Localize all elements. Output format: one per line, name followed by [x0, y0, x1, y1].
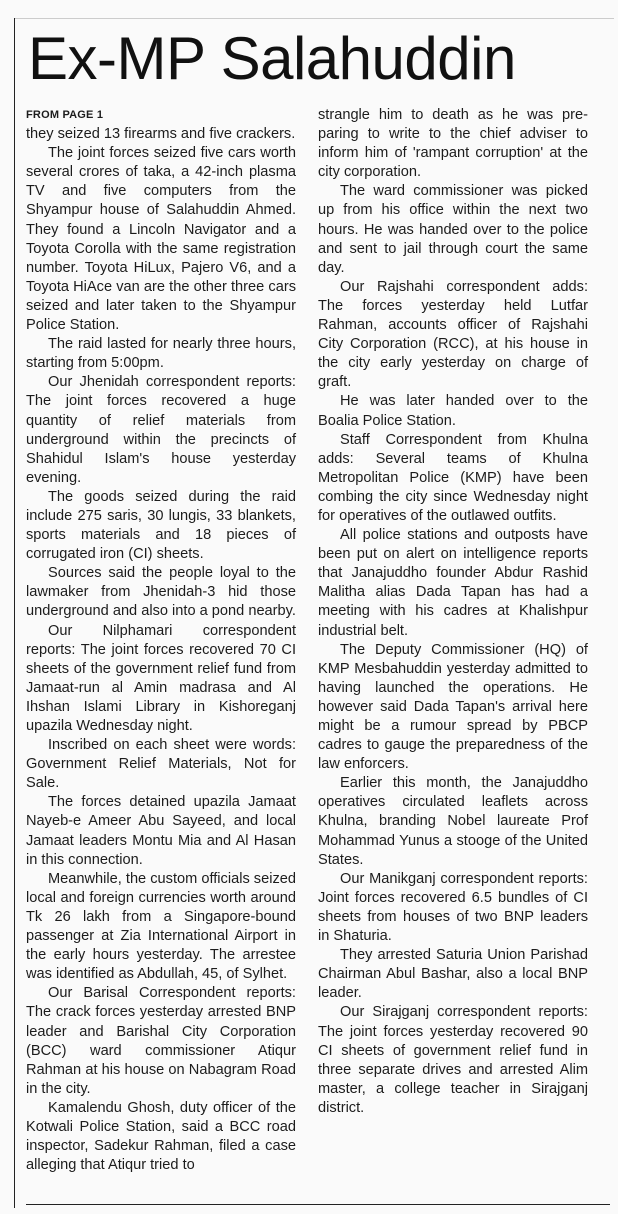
paragraph: Meanwhile, the custom officials seized local and foreign currencies worth around Tk 26 lakh from a Singapore-bound passenger at Zia International Airport in the early hours yesterday. The arrestee was identified as Abdullah, 45, of Sylhet.	[26, 870, 296, 983]
column-rule-left	[14, 18, 15, 1208]
continuation-kicker: FROM PAGE 1	[26, 109, 104, 121]
paragraph: The ward commissioner was picked up from his office within the next two hours. He was handed over to the police and sent to jail through court the same day.	[318, 183, 588, 276]
paragraph-lead: they seized 13 firearms and five crackers.	[26, 126, 296, 143]
paragraph: Our Rajshahi correspondent adds: The forces yesterday held Lutfar Rahman, accounts officer of Rajshahi City Corporation (RCC), at his house in the city early yesterday on charge of graft.	[318, 278, 588, 391]
bottom-rule	[26, 1204, 610, 1205]
top-rule	[14, 18, 614, 19]
paragraph: Earlier this month, the Janajuddho operatives circulated leaflets across Khulna, branding Nobel laureate Prof Mohammad Yunus a stooge of the United States.	[318, 775, 588, 868]
paragraph: The Deputy Commissioner (HQ) of KMP Mesbahuddin yesterday admitted to having launched the operations. He however said Dada Tapan's arrival here might be a rumour spread by PBCP cadres to gauge the preparedness of the law enforcers.	[318, 641, 588, 773]
paragraph: Kamalendu Ghosh, duty officer of the Kotwali Police Station, said a BCC road inspector, Sadekur Rahman, filed a case alleging that Atiqur tried to	[26, 1099, 296, 1174]
paragraph: The forces detained upazila Jamaat Nayeb-e Ameer Abu Sayeed, and local Jamaat leaders Montu Mia and Al Hasan in this connection.	[26, 794, 296, 868]
paragraph: The joint forces seized five cars worth several crores of taka, a 42-inch plasma TV and five computers from the Shyampur house of Salahuddin Ahmed. They found a Lincoln Navigator and a Toyota Corolla with the same registration number. Toyota HiLux, Pajero V6, and a Toyota HiAce van are the other three cars seized and later taken to the Shyampur Police Station.	[26, 145, 296, 334]
headline: Ex-MP Salahuddin	[28, 25, 516, 92]
paragraph: Our Sirajganj correspondent reports: The joint forces yesterday recovered 90 CI sheets of government relief fund in three separate drives and arrested Alim master, a college teacher in Sirajganj district.	[318, 1004, 588, 1116]
paragraph: The goods seized during the raid include 275 saris, 30 lungis, 33 blankets, sports materials and 18 pieces of corrugated iron (CI) sheets.	[26, 488, 296, 563]
paragraph: All police stations and outposts have been put on alert on intelligence reports that Janajuddho founder Abdur Rashid Malitha alias Dada Tapan has had a meeting with his cadres at Khalishpur industrial belt.	[318, 527, 588, 639]
paragraph: Staff Correspondent from Khulna adds: Several teams of Khulna Metropolitan Police (KMP) have been combing the city since Wednesday night for operatives of the outlawed outfits.	[318, 431, 588, 524]
article-column-right	[318, 106, 588, 1118]
paragraph: Our Manikganj correspondent reports: Joint forces recovered 6.5 bundles of CI sheets from houses of two BNP leaders in Shaturia.	[318, 870, 588, 945]
paragraph: Our Jhenidah correspondent reports: The joint forces recovered a huge quantity of relief materials from underground within the precincts of Shahidul Islam's house yesterday evening.	[26, 374, 296, 486]
paragraph: He was later handed over to the Boalia Police Station.	[318, 393, 588, 429]
paragraph: The raid lasted for nearly three hours, starting from 5:00pm.	[26, 336, 296, 372]
article-column-left	[26, 106, 296, 1175]
paragraph: Inscribed on each sheet were words: Government Relief Materials, Not for Sale.	[26, 737, 296, 792]
paragraph: Our Nilphamari correspondent reports: The joint forces recovered 70 CI sheets of the government relief fund from Jamaat-run al Amin madrasa and Al Ihshan Islami Library in Kishoreganj upazila Wednesday night.	[26, 622, 296, 734]
paragraph: Sources said the people loyal to the lawmaker from Jhenidah-3 hid those underground and also into a pond nearby.	[26, 565, 296, 620]
paragraph: Our Barisal Correspondent reports: The crack forces yesterday arrested BNP leader and Barishal City Corporation (BCC) ward commissioner Atiqur Rahman at his house on Nabagram Road in the city.	[26, 985, 296, 1097]
paragraph-continued: strangle him to death as he was preparing to write to the chief adviser to inform him of 'rampant corruption' at the city corporation.	[318, 107, 588, 181]
paragraph: They arrested Saturia Union Parishad Chairman Abul Bashar, also a local BNP leader.	[318, 947, 588, 1002]
